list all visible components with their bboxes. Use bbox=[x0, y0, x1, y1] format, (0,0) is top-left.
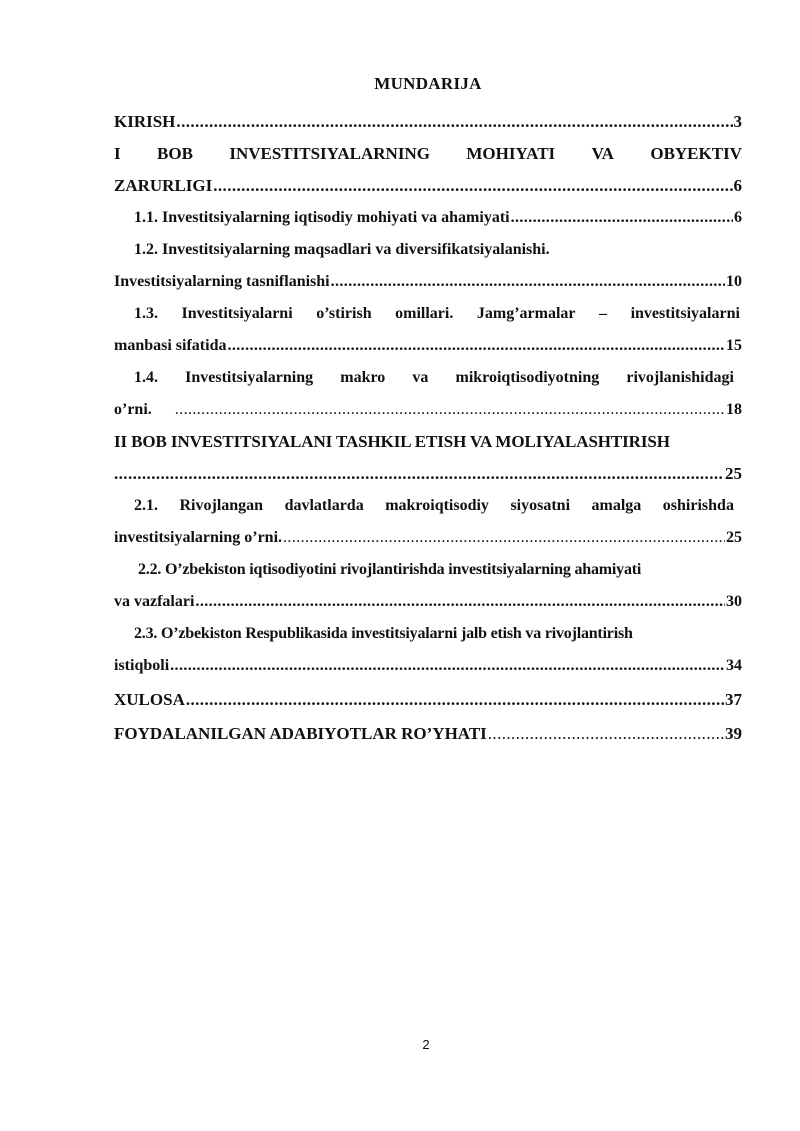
heading-word: investitsiyalarni bbox=[630, 305, 740, 322]
dot-leader bbox=[176, 110, 732, 134]
toc-page-number: 3 bbox=[733, 112, 742, 131]
toc-entry-2-3-line1[interactable]: 2.3. O’zbekiston Respublikasida investitsiyalarni jalb etish va rivojlantirish bbox=[134, 625, 633, 642]
toc-entry-1-1[interactable] bbox=[134, 206, 742, 230]
heading-word: va bbox=[412, 369, 429, 386]
heading-word: o’stirish bbox=[316, 305, 372, 322]
dot-leader bbox=[170, 654, 725, 678]
heading-word: davlatlarda bbox=[284, 497, 364, 514]
toc-entry-chapter-2[interactable] bbox=[114, 462, 742, 486]
toc-page-number: 34 bbox=[726, 657, 742, 674]
dot-leader bbox=[511, 206, 733, 230]
toc-entry-text: manbasi sifatida bbox=[114, 337, 227, 354]
toc-entry-1-4-line1[interactable] bbox=[134, 366, 734, 390]
dot-leader bbox=[227, 334, 725, 358]
heading-word: amalga bbox=[591, 497, 642, 514]
toc-entry-text: va vazfalari bbox=[114, 593, 195, 610]
heading-word: VA bbox=[591, 144, 614, 163]
toc-entry-text: o’rni. bbox=[114, 401, 152, 418]
page-number: 2 bbox=[422, 1037, 430, 1052]
toc-entry-text: investitsiyalarning o’rni. bbox=[114, 529, 283, 546]
dot-leader bbox=[114, 462, 724, 486]
dot-leader bbox=[186, 688, 724, 712]
toc-entry-text: FOYDALANILGAN ADABIYOTLAR RO’YHATI bbox=[114, 724, 487, 743]
toc-chapter-2-heading[interactable]: II BOB INVESTITSIYALANI TASHKIL ETISH VA MOLIYALASHTIRISH bbox=[114, 432, 670, 451]
dot-leader bbox=[195, 590, 725, 614]
heading-word: omillari. bbox=[395, 305, 454, 322]
toc-page-number: 30 bbox=[726, 593, 742, 610]
heading-word: 1.3. bbox=[134, 305, 158, 322]
heading-word: Investitsiyalarni bbox=[181, 305, 293, 322]
dot-leader bbox=[283, 526, 725, 550]
toc-entry-bibliography[interactable] bbox=[114, 722, 742, 746]
toc-page-number: 15 bbox=[726, 337, 742, 354]
toc-page-number: 6 bbox=[733, 176, 742, 195]
toc-entry-2-2[interactable] bbox=[114, 590, 742, 614]
toc-entry-1-2-line1[interactable]: 1.2. Investitsiyalarning maqsadlari va diversifikatsiyalanishi. bbox=[134, 241, 550, 258]
heading-word: siyosatni bbox=[510, 497, 571, 514]
toc-entry-2-1-line1[interactable] bbox=[134, 494, 734, 518]
heading-word: I bbox=[114, 144, 121, 163]
dot-leader bbox=[488, 722, 724, 746]
heading-word: BOB bbox=[157, 144, 193, 163]
heading-word: 2.1. bbox=[134, 497, 158, 514]
toc-entry-kirish[interactable] bbox=[114, 110, 742, 134]
heading-word: INVESTITSIYALARNING bbox=[229, 144, 430, 163]
toc-entry-text: XULOSA bbox=[114, 690, 185, 709]
toc-entry-text: istiqboli bbox=[114, 657, 170, 674]
toc-entry-text: 1.1. Investitsiyalarning iqtisodiy mohiyati va ahamiyati bbox=[134, 209, 510, 226]
dot-leader bbox=[175, 398, 725, 422]
toc-entry-2-3[interactable] bbox=[114, 654, 742, 678]
heading-word: OBYEKTIV bbox=[650, 144, 742, 163]
toc-page-number: 10 bbox=[726, 273, 742, 290]
heading-word: Investitsiyalarning bbox=[185, 369, 314, 386]
dot-leader bbox=[331, 270, 725, 294]
toc-entry-text: ZARURLIGI bbox=[114, 176, 213, 195]
toc-entry-2-1[interactable] bbox=[114, 526, 742, 550]
toc-page-number: 6 bbox=[734, 209, 742, 226]
toc-entry-2-2-line1[interactable]: 2.2. O’zbekiston iqtisodiyotini rivojlantirishda investitsiyalarning ahamiyati bbox=[138, 561, 642, 578]
toc-page-number: 37 bbox=[725, 690, 742, 709]
toc-page-number: 25 bbox=[726, 529, 742, 546]
heading-word: 1.4. bbox=[134, 369, 158, 386]
heading-word: oshirishda bbox=[662, 497, 734, 514]
heading-word: Jamg’armalar bbox=[476, 305, 576, 322]
heading-word: rivojlanishidagi bbox=[626, 369, 734, 386]
toc-entry-xulosa[interactable] bbox=[114, 688, 742, 712]
heading-word: makro bbox=[340, 369, 386, 386]
toc-title: MUNDARIJA bbox=[374, 74, 482, 93]
toc-chapter-1-heading[interactable] bbox=[114, 142, 742, 166]
toc-entry-1-3-line1[interactable] bbox=[134, 302, 740, 326]
heading-word: makroiqtisodiy bbox=[385, 497, 489, 514]
toc-page-number: 39 bbox=[725, 724, 742, 743]
toc-entry-text: Investitsiyalarning tasniflanishi bbox=[114, 273, 330, 290]
toc-page-number: 25 bbox=[725, 464, 742, 483]
toc-entry-text: KIRISH bbox=[114, 112, 176, 131]
toc-page-number: 18 bbox=[726, 401, 742, 418]
toc-entry-1-4[interactable] bbox=[114, 398, 742, 422]
heading-word: – bbox=[599, 305, 608, 322]
heading-word: MOHIYATI bbox=[466, 144, 556, 163]
toc-entry-chapter-1[interactable] bbox=[114, 174, 742, 198]
heading-word: Rivojlangan bbox=[179, 497, 264, 514]
toc-entry-1-2[interactable] bbox=[114, 270, 742, 294]
dot-leader bbox=[213, 174, 732, 198]
heading-word: mikroiqtisodiyotning bbox=[455, 369, 600, 386]
toc-entry-1-3[interactable] bbox=[114, 334, 742, 358]
